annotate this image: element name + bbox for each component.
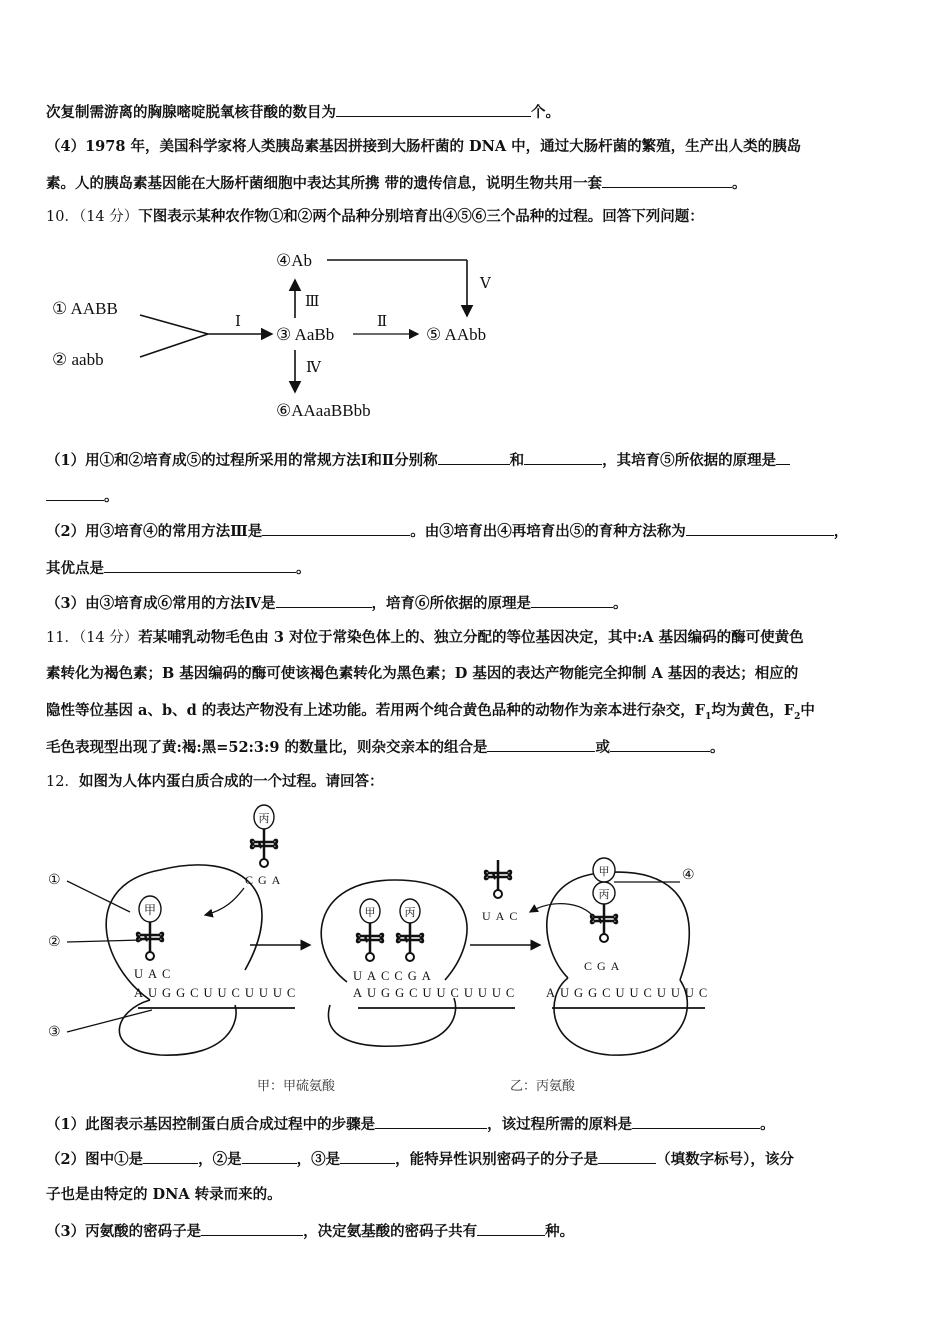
mrna-sequence: AUGGCUUCUUUC <box>353 986 520 1000</box>
node-3: ③ AaBb <box>276 325 335 344</box>
q10-part2-comma: ， <box>833 523 849 540</box>
answer-blank[interactable] <box>598 1149 656 1164</box>
q10-part2-line-1 <box>46 521 848 542</box>
q9-text: 次复制需游离的胸腺嘧啶脱氧核苷酸的数目为 <box>46 104 336 121</box>
edge-IV: Ⅳ <box>306 360 321 376</box>
answer-blank[interactable] <box>487 737 595 752</box>
node-2: ② aabb <box>52 350 104 369</box>
edge-V: Ⅴ <box>480 276 491 292</box>
q11-text: 均为黄色，F <box>711 702 795 719</box>
q12-part2-text: ，③是 <box>296 1151 341 1168</box>
q10-part1-principle: ，其培育⑤所依据的原理是 <box>602 452 777 469</box>
q9-part4-line-1: （4）1978 年，美国科学家将人类胰岛素基因拼接到大肠杆菌的 DNA 中，通过大肠杆菌的繁殖，生产出人类的胰岛 <box>46 138 802 155</box>
question-number: 11．（14 分） <box>46 630 139 646</box>
translation-diagram <box>40 800 740 1070</box>
answer-blank[interactable] <box>686 521 834 536</box>
amino-acid-jia: 甲 <box>598 866 610 878</box>
answer-blank[interactable] <box>632 1114 760 1129</box>
answer-blank[interactable] <box>46 486 104 501</box>
answer-blank[interactable] <box>375 1114 487 1129</box>
q10-part1-end: 。 <box>104 488 119 505</box>
q10-part2-end: 。 <box>296 560 311 577</box>
q9-part4-line-2 <box>46 173 747 194</box>
edge-III: Ⅲ <box>305 294 320 310</box>
answer-blank[interactable] <box>438 450 510 465</box>
q12-part1-end: 。 <box>760 1116 775 1133</box>
label-1: ① <box>48 873 61 888</box>
answer-blank[interactable] <box>610 737 710 752</box>
label-3: ③ <box>48 1025 61 1040</box>
question-number: 10．（14 分） <box>46 209 139 225</box>
q12-part3-text: ，决定氨基酸的密码子共有 <box>303 1223 478 1240</box>
mrna-sequence: AUGGCUUCUUUC <box>546 986 713 1000</box>
q10-part1-line-2 <box>46 486 119 507</box>
legend-yi: 乙：丙氨酸 <box>510 1079 576 1094</box>
answer-blank[interactable] <box>201 1221 303 1236</box>
q12-part1 <box>46 1114 775 1135</box>
anticodon-cga: CGA <box>584 959 625 973</box>
q10-part3-end: 。 <box>613 595 628 612</box>
q9-part4-end: 。 <box>732 175 747 192</box>
answer-blank[interactable] <box>336 102 531 117</box>
leaving-anticodon: UAC <box>482 909 523 923</box>
answer-blank[interactable] <box>531 593 613 608</box>
answer-blank[interactable] <box>524 450 602 465</box>
q12-part2-text: ，②是 <box>198 1151 242 1168</box>
breeding-diagram <box>40 240 520 430</box>
q12-part2-text: （填数字标号），该分 <box>656 1151 794 1168</box>
q9-end: 个。 <box>531 104 560 121</box>
answer-blank[interactable] <box>104 558 296 573</box>
answer-blank[interactable] <box>340 1149 395 1164</box>
q11-or: 或 <box>595 739 610 756</box>
amino-acid-bing: 丙 <box>258 813 270 825</box>
q10-part2-method: 。由③培育出④再培育出⑤的育种方法称为 <box>410 523 686 540</box>
incoming-anticodon: CGA <box>245 873 286 887</box>
label-2: ② <box>48 935 61 950</box>
edge-II: Ⅱ <box>377 314 388 330</box>
amino-acid-bing: 丙 <box>598 889 610 901</box>
subscript: 2 <box>794 711 801 722</box>
answer-blank[interactable] <box>276 593 372 608</box>
answer-blank[interactable] <box>602 173 732 188</box>
answer-blank[interactable] <box>776 450 790 465</box>
q10-part2-line-2 <box>46 558 311 579</box>
amino-acid-bing: 丙 <box>404 907 416 919</box>
node-1: ① AABB <box>52 299 118 318</box>
q10-part2-advantage: 其优点是 <box>46 560 104 577</box>
q10-part3 <box>46 593 628 614</box>
amino-acid-jia: 甲 <box>143 903 157 917</box>
amino-acid-jia: 甲 <box>364 907 376 919</box>
anticodon-uac: UAC <box>134 967 176 981</box>
q11-line-2: 素转化为褐色素；B 基因编码的酶可使该褐色素转化为黑色素；D 基因的表达产物能完全抑制 A 基因的表达；相应的 <box>46 665 799 682</box>
q12-part3-end: 种。 <box>545 1223 575 1240</box>
q12-part3 <box>46 1221 574 1242</box>
q12-part3-text: （3）丙氨酸的密码子是 <box>46 1223 202 1240</box>
q10-part1-text: （1）用①和②培育成⑤的过程所采用的常规方法Ⅰ和Ⅱ分别称 <box>46 452 438 469</box>
question-stem: 下图表示某种农作物①和②两个品种分别培育出④⑤⑥三个品种的过程。回答下列问题： <box>138 208 704 225</box>
q10-part2-text: （2）用③培育④的常用方法Ⅲ是 <box>46 523 263 540</box>
q11-line-1 <box>46 628 804 648</box>
question-stem: 如图为人体内蛋白质合成的一个过程。请回答： <box>78 773 384 790</box>
q10-part3-text: （3）由③培育成⑥常用的方法Ⅳ是 <box>46 595 276 612</box>
q11-end: 。 <box>709 739 725 756</box>
q10-part1-line-1 <box>46 450 790 471</box>
answer-blank[interactable] <box>242 1149 297 1164</box>
q11-line-4 <box>46 737 724 758</box>
subscript: 1 <box>705 711 712 722</box>
anticodons-pair: UACCGA <box>353 969 436 983</box>
legend-jia: 甲：甲硫氨酸 <box>257 1079 336 1094</box>
q10-part3-principle: ，培育⑥所依据的原理是 <box>371 595 532 612</box>
node-4: ④Ab <box>276 251 313 270</box>
answer-blank[interactable] <box>477 1221 545 1236</box>
q10-part1-and: 和 <box>509 452 525 469</box>
q12-part2-line-2: 子也是由特定的 DNA 转录而来的。 <box>46 1186 282 1203</box>
q9-line-1 <box>46 102 560 123</box>
q12-part2-text: ，能特异性识别密码子的分子是 <box>395 1151 599 1168</box>
q11-text: 若某哺乳动物毛色由 3 对位于常染色体上的、独立分配的等位基因决定，其中:A 基因编码的酶可使黄色 <box>138 629 804 646</box>
answer-blank[interactable] <box>143 1149 198 1164</box>
node-5: ⑤ AAbb <box>426 325 487 344</box>
answer-blank[interactable] <box>262 521 410 536</box>
q10-stem <box>46 207 704 227</box>
q11-line-3 <box>46 701 815 727</box>
edge-I: Ⅰ <box>235 314 241 330</box>
node-6: ⑥AAaaBBbb <box>276 401 371 420</box>
q12-part2-text: （2）图中①是 <box>46 1151 144 1168</box>
q12-stem <box>46 772 383 792</box>
q11-text: 毛色表现型出现了黄:褐:黑=52:3:9 的数量比，则杂交亲本的组合是 <box>46 739 488 756</box>
q12-part1-material: ，该过程所需的原料是 <box>487 1116 633 1133</box>
q12-part1-text: （1）此图表示基因控制蛋白质合成过程中的步骤是 <box>46 1116 376 1133</box>
ribosome-large-subunit <box>106 865 262 1000</box>
q11-text: 中 <box>800 702 815 719</box>
q9-part4-text: 素。人的胰岛素基因能在大肠杆菌细胞中表达其所携 带的遗传信息，说明生物共用一套 <box>46 175 603 192</box>
mrna-sequence: AUGGCUUCUUUC <box>134 986 301 1000</box>
q12-part2-line-1 <box>46 1149 794 1170</box>
question-number: 12． <box>46 774 79 790</box>
q11-text: 隐性等位基因 a、b、d 的表达产物没有上述功能。若用两个纯合黄色品种的动物作为亲本进行杂交，F <box>46 702 706 719</box>
label-4: ④ <box>682 868 695 883</box>
